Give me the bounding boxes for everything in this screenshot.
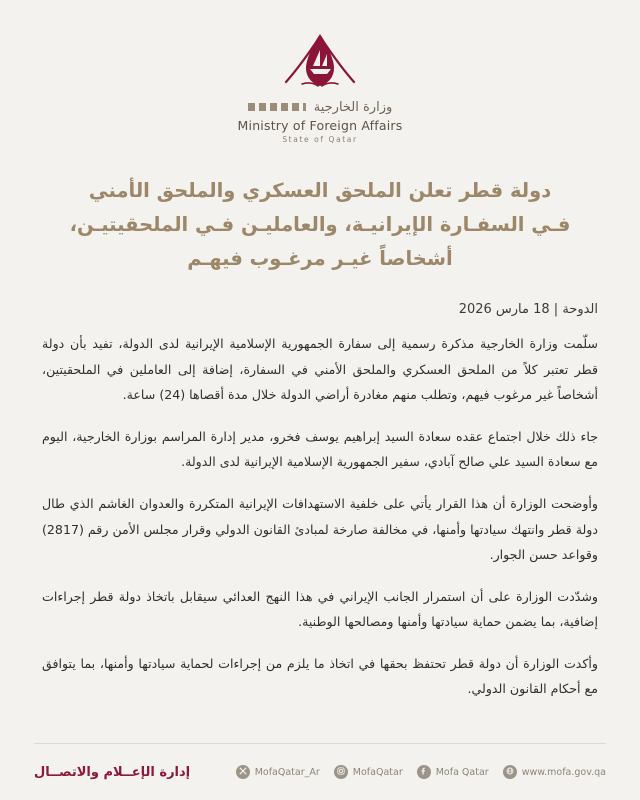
page-title [42, 174, 598, 276]
statement-paragraph: جاء ذلك خلال اجتماع عقده سعادة السيد إبراهيم يوسف فخرو، مدير إدارة المراسم بوزارة الخارجية، اليوم مع سعادة السيد علي صالح آبادي، سفير الجمهورية الإسلامية الإيرانية لدى الدولة. [42, 428, 598, 470]
globe-icon [503, 765, 517, 779]
social-link-x-twitter[interactable] [236, 765, 320, 779]
statement-paragraph: سلّمت وزارة الخارجية مذكرة رسمية إلى سفارة الجمهورية الإسلامية الإيرانية لدى الدولة، تفيد بأن دولة قطر تعتبر كلاً من الملحق العسكري والملحق الأمني في السفارة، إضافة إلى العاملين في الملحقيتين، أشخاصاً غير مرغوب فيهم، وتطلب منهم مغادرة أراضي الدولة خلال مدة أقصاها (24) ساعة. [42, 336, 598, 402]
instagram-icon [334, 765, 348, 779]
document-footer [0, 744, 640, 800]
social-link-website[interactable] [503, 765, 606, 779]
social-link-label: www.mofa.gov.qa [521, 766, 606, 778]
ministry-name-english: Ministry of Foreign Affairs [237, 118, 403, 133]
dateline: الدوحة | 18 مارس 2026 [458, 302, 598, 318]
statement-paragraph: وأكدت الوزارة أن دولة قطر تحتفظ بحقها في اتخاذ ما يلزم من إجراءات لحماية سيادتها وأمنها، بما يتوافق مع أحكام القانون الدولي. [42, 656, 598, 697]
social-link-facebook[interactable] [417, 765, 489, 779]
social-link-label: Mofa Qatar [435, 766, 489, 778]
page-title-line-3: أشخاصاً غيـر مرغـوب فيهـم [187, 247, 453, 271]
statement-body [42, 331, 598, 743]
social-link-label: MofaQatar [352, 766, 403, 778]
ministry-name-arabic-text: وزارة الخارجية [313, 100, 393, 115]
facebook-icon [417, 765, 431, 779]
social-link-instagram[interactable] [334, 765, 403, 779]
qatar-state-emblem-icon [272, 26, 368, 92]
state-name-english: State of Qatar [282, 135, 358, 144]
page-title-line-2: فـي السفـارة الإيرانيـة، والعامليـن فـي الملحقيتيـن، [69, 213, 571, 237]
x-twitter-icon [236, 765, 250, 779]
decorative-dashes [248, 103, 306, 111]
statement-paragraph: وشدّدت الوزارة على أن استمرار الجانب الإيراني في هذا النهج العدائي سيقابل باتخاذ دولة قطر إجراءات إضافية، بما يضمن حماية سيادتها وأمنها ومصالحها الوطنية. [42, 588, 598, 630]
page-title-line-1: دولة قطر تعلن الملحق العسكري والملحق الأمني [88, 179, 552, 202]
social-link-label: MofaQatar_Ar [254, 766, 320, 778]
social-links [236, 765, 606, 779]
statement-paragraph: وأوضحت الوزارة أن هذا القرار يأتي على خلفية الاستهدافات الإيرانية المتكررة والعدوان الغاشم الذي طال دولة قطر وانتهك سيادتها وأمنها، في مخالفة صارخة لمبادئ القانون الدولي وقرار مجلس الأمن رقم (2817) وقواعد حسن الجوار. [42, 496, 598, 562]
ministry-name-arabic [248, 100, 393, 115]
department-label: إدارة الإعــلام والاتصــال [34, 764, 191, 780]
document-header [0, 0, 640, 144]
